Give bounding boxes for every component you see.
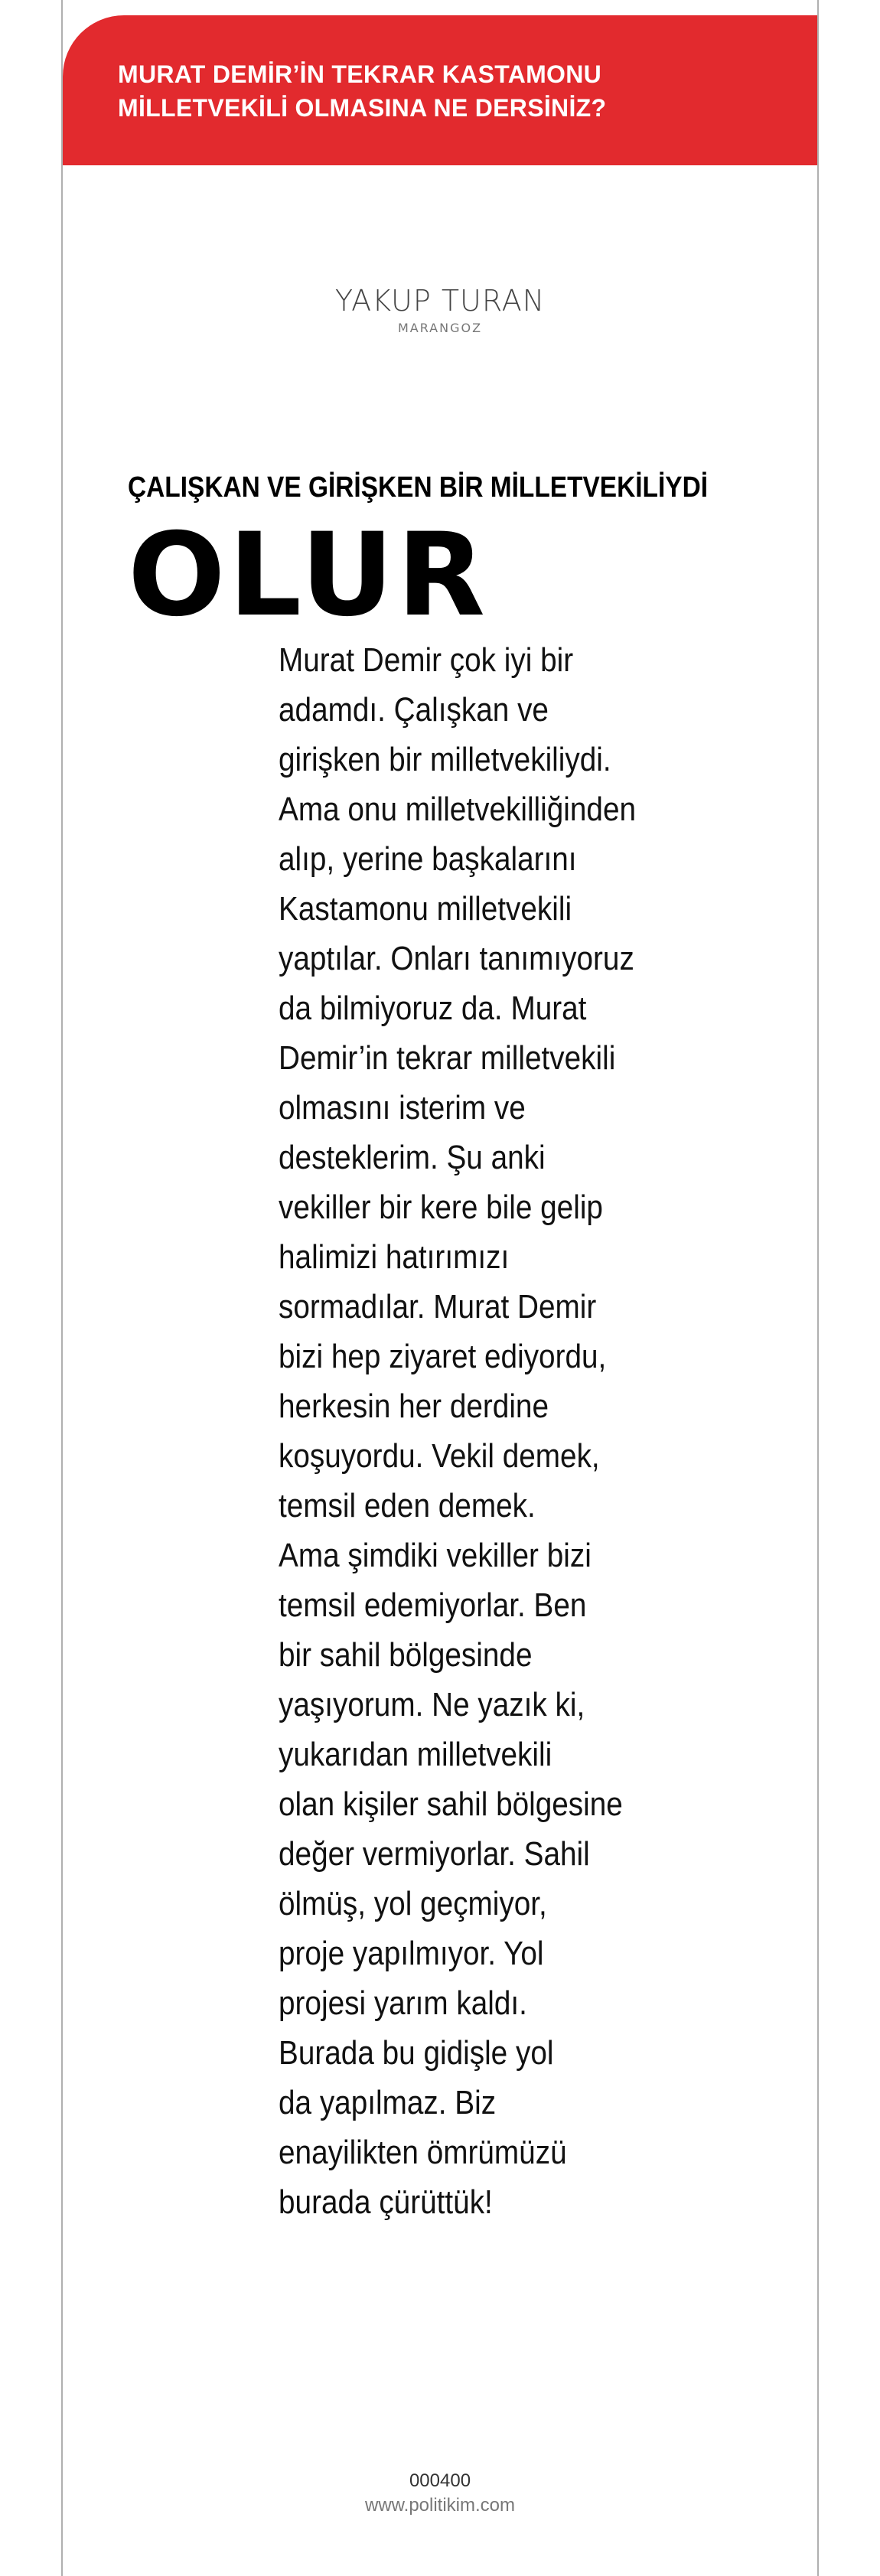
article-body-line: vekiller bir kere bile gelip <box>279 1189 603 1226</box>
article-body-line: Murat Demir çok iyi bir <box>279 641 574 679</box>
article-body-line: adamdı. Çalışkan ve <box>279 691 549 729</box>
article-body-line: girişken bir milletvekiliydi. <box>279 741 611 778</box>
article-body-line: halimizi hatırımızı <box>279 1238 510 1276</box>
author-role: MARANGOZ <box>397 321 483 335</box>
article-body-line: projesi yarım kaldı. <box>279 1984 527 2022</box>
article-body-line: alıp, yerine başkalarını <box>279 840 577 878</box>
article-body-line: temsil edemiyorlar. Ben <box>279 1586 587 1624</box>
article-body-line: Ama şimdiki vekiller bizi <box>279 1537 592 1574</box>
article-body-line: desteklerim. Şu anki <box>279 1139 546 1176</box>
article-body-line: burada çürüttük! <box>279 2183 493 2221</box>
question-banner <box>63 15 817 165</box>
article-body-line: bir sahil bölgesinde <box>279 1636 533 1674</box>
article-body-line: yaşıyorum. Ne yazık ki, <box>279 1686 585 1723</box>
article-body-line: da bilmiyoruz da. Murat <box>279 990 587 1027</box>
article-card <box>61 0 819 2576</box>
article-body-line: sormadılar. Murat Demir <box>279 1288 597 1325</box>
article-body-line: Ama onu milletvekilliğinden <box>279 791 637 828</box>
article-body-line: proje yapılmıyor. Yol <box>279 1935 544 1972</box>
article-body-line: olmasını isterim ve <box>279 1089 526 1127</box>
banner-question-line-1: MURAT DEMİR’İN TEKRAR KASTAMONU <box>118 60 602 88</box>
article-subheadline: ÇALIŞKAN VE GİRİŞKEN BİR MİLLETVEKİLİYDİ <box>128 471 709 504</box>
article-body-line: enayilikten ömrümüzü <box>279 2134 567 2171</box>
article-body-line: Burada bu gidişle yol <box>279 2034 554 2072</box>
footer <box>63 2469 817 2518</box>
article-body-line: değer vermiyorlar. Sahil <box>279 1835 590 1873</box>
footer-code: 000400 <box>409 2470 471 2491</box>
article-body-line: Kastamonu milletvekili <box>279 890 572 928</box>
article-body-line: yaptılar. Onları tanımıyoruz <box>279 940 634 977</box>
article-body-line: da yapılmaz. Biz <box>279 2084 497 2121</box>
article-body-line: Demir’in tekrar milletvekili <box>279 1039 616 1077</box>
article-body-line: yukarıdan milletvekili <box>279 1736 552 1773</box>
article-body-line: olan kişiler sahil bölgesine <box>279 1785 623 1823</box>
banner-question-line-2: MİLLETVEKİLİ OLMASINA NE DERSİNİZ? <box>118 94 607 122</box>
author-name: YAKUP TURAN <box>334 284 546 318</box>
article-body-line: temsil eden demek. <box>279 1487 536 1524</box>
footer-url: www.politikim.com <box>364 2495 516 2516</box>
article-body-line: herkesin her derdine <box>279 1387 549 1425</box>
article-body <box>279 635 707 2227</box>
article-body-line: koşuyordu. Vekil demek, <box>279 1437 600 1475</box>
article-body-line: bizi hep ziyaret ediyordu, <box>279 1338 607 1375</box>
article-body-line: ölmüş, yol geçmiyor, <box>279 1885 547 1922</box>
author-block <box>63 282 817 337</box>
article-headline: OLUR <box>128 509 489 642</box>
